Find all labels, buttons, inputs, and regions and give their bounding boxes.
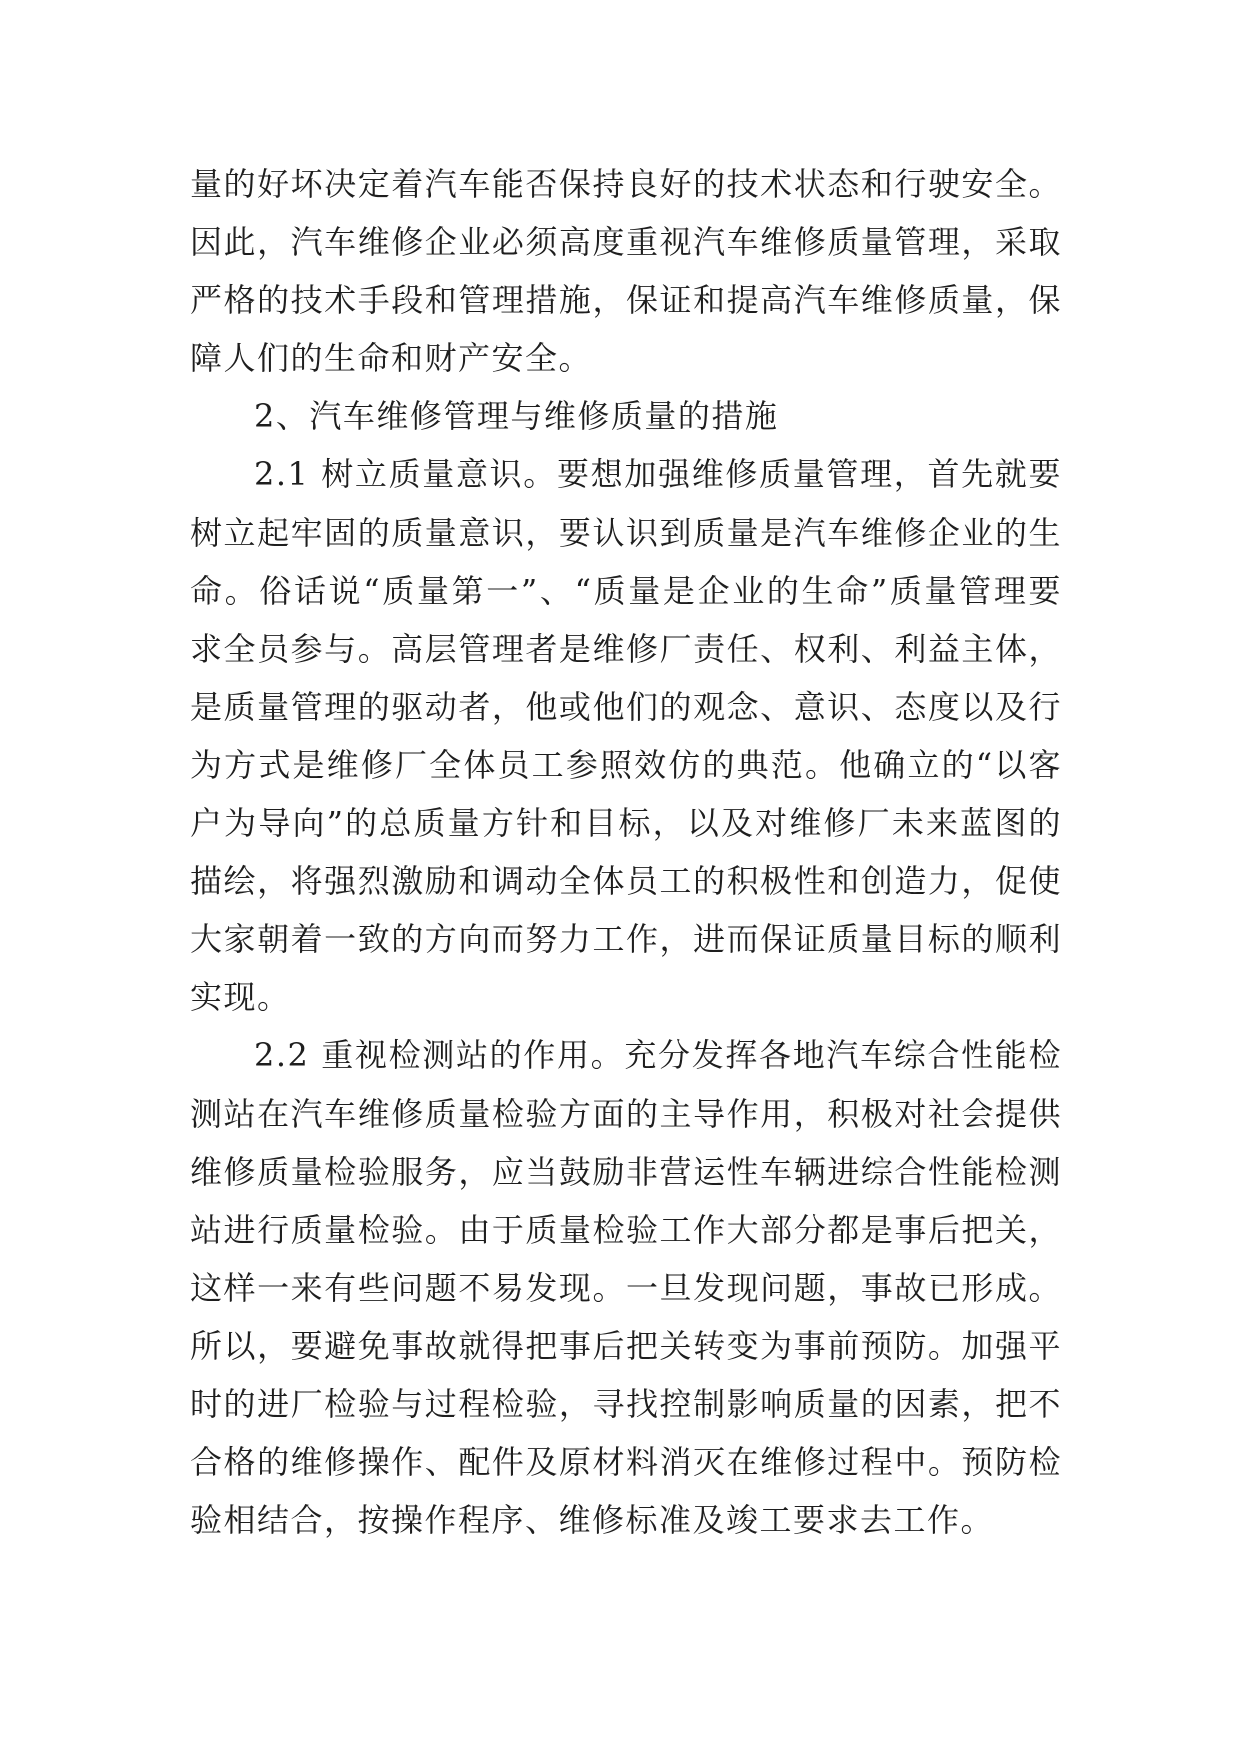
section-heading: 2、汽车维修管理与维修质量的措施 [254,397,779,436]
paragraph-quality-awareness: 2.1 树立质量意识。要想加强维修质量管理，首先就要树立起牢固的质量意识，要认识到质量是汽车维修企业的生命。俗话说“质量第一”、“质量是企业的生命”质量管理要求全员参与。高层管理者是维修厂责任、权利、利益主体，是质量管理的驱动者，他或他们的观念、意识、态度以及行为方式是维修厂全体员工参照效仿的典范。他确立的“以客户为导向”的总质量方针和目标，以及对维修厂未来蓝图的描绘，将强烈激励和调动全体员工的积极性和创造力，促使大家朝着一致的方向而努力工作，进而保证质量目标的顺利实现。 [190,455,1062,1017]
document-body [190,155,1062,1549]
paragraph-continuation: 量的好坏决定着汽车能否保持良好的技术状态和行驶安全。因此，汽车维修企业必须高度重视汽车维修质量管理，采取严格的技术手段和管理措施，保证和提高汽车维修质量，保障人们的生命和财产安全。 [190,165,1062,378]
paragraph-inspection-station: 2.2 重视检测站的作用。充分发挥各地汽车综合性能检测站在汽车维修质量检验方面的主导作用，积极对社会提供维修质量检验服务，应当鼓励非营运性车辆进综合性能检测站进行质量检验。由于质量检验工作大部分都是事后把关，这样一来有些问题不易发现。一旦发现问题，事故已形成。所以，要避免事故就得把事后把关转变为事前预防。加强平时的进厂检验与过程检验，寻找控制影响质量的因素，把不合格的维修操作、配件及原材料消灭在维修过程中。预防检验相结合，按操作程序、维修标准及竣工要求去工作。 [190,1036,1062,1540]
